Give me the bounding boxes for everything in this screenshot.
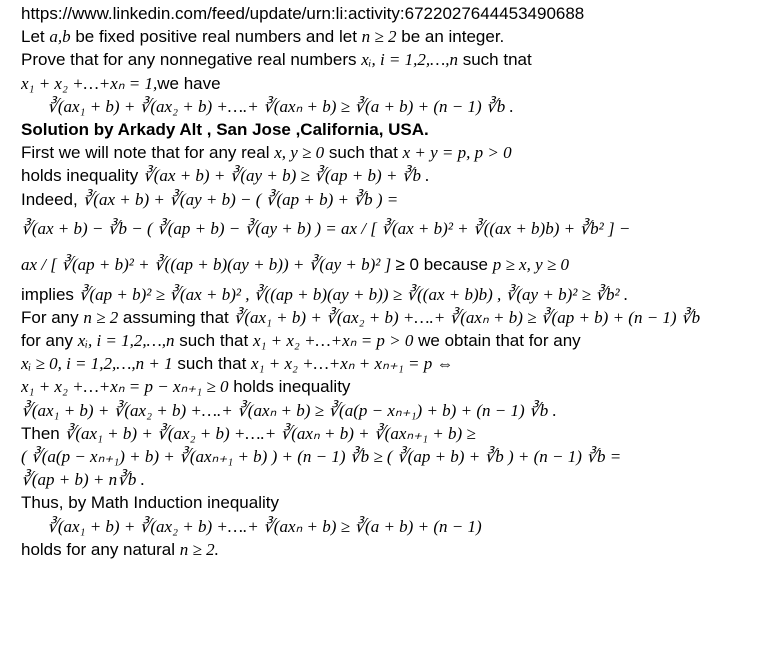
text-segment: Thus, by Math Induction inequality (21, 493, 279, 513)
text-line (21, 515, 764, 538)
text-segment: ≥ 0 because (395, 254, 493, 274)
math-segment: ∛(ax + b) + ∛(ay + b) ≥ ∛(ap + b) + ∛b . (142, 166, 430, 186)
text-line (21, 306, 764, 329)
math-segment: ax / [ ∛(ap + b)² + ∛((ap + b)(ay + b)) + ∛(ay + b)² ] (21, 254, 396, 274)
text-segment: such that (324, 143, 403, 163)
math-segment: ∛(ax₁ + b) + ∛(ax₂ + b) +….+ ∛(axₙ + b) ≥ ∛(a(p − xₙ₊₁) + b) + (n − 1) ∛b . (21, 400, 557, 420)
text-line (21, 118, 764, 141)
math-segment: ∛(ax₁ + b) + ∛(ax₂ + b) +….+ ∛(axₙ + b) ≥ ∛(a + b) + (n − 1) ∛b . (47, 96, 514, 116)
text-line (21, 48, 764, 71)
text-segment: such that (174, 331, 253, 351)
text-line (21, 445, 764, 468)
text-line (21, 491, 764, 514)
text-segment: Indeed, (21, 189, 83, 209)
text-line (21, 538, 764, 561)
text-line (21, 468, 764, 491)
math-segment: x₁ + x₂ +…+xₙ = p > 0 (252, 331, 414, 351)
text-segment: Then (21, 423, 65, 443)
math-segment: n ≥ 2. (179, 539, 219, 559)
text-line (21, 188, 764, 211)
text-segment: https://www.linkedin.com/feed/update/urn:li:activity:6722027644453490688 (21, 4, 585, 23)
text-line (21, 329, 764, 352)
text-line (21, 422, 764, 445)
text-segment: Let (21, 27, 50, 47)
text-line (21, 2, 764, 25)
math-segment: n ≥ 2 (83, 307, 119, 327)
math-segment: ∛(ax + b) − ∛b − ( ∛(ap + b) − ∛(ay + b) ) = ax / [ ∛(ax + b)² + ∛((ax + b)b) + ∛b² ] − (21, 218, 631, 238)
text-segment: we obtain that for any (413, 331, 581, 351)
math-segment: x, y ≥ 0 (274, 143, 325, 163)
math-segment: x₁ + x₂ +…+xₙ = p − xₙ₊₁ ≥ 0 (21, 377, 229, 397)
text-segment: for any (21, 331, 78, 351)
math-segment: xᵢ, i = 1,2,…,n (361, 50, 458, 70)
text-segment: such that (172, 354, 252, 374)
text-line (21, 164, 764, 187)
text-line (21, 375, 764, 398)
math-segment: n ≥ 2 (361, 27, 397, 47)
text-line (21, 211, 764, 247)
math-segment: ∛(ax₁ + b) + ∛(ax₂ + b) +….+ ∛(axₙ + b) + ∛(axₙ₊₁ + b) ≥ (64, 423, 476, 443)
math-segment: x₁ + x₂ +…+xₙ + xₙ₊₁ = p ⇔ (251, 354, 454, 374)
text-segment: holds inequality (228, 377, 351, 397)
text-segment: implies (21, 284, 79, 304)
text-line (21, 72, 764, 95)
text-line (21, 95, 764, 118)
text-line (21, 141, 764, 164)
text-line (21, 352, 764, 375)
text-segment: be fixed positive real numbers and let (70, 27, 362, 47)
math-segment: x + y = p, p > 0 (402, 143, 512, 163)
math-segment: ∛(ax₁ + b) + ∛(ax₂ + b) +….+ ∛(axₙ + b) ≥ ∛(ap + b) + (n − 1) ∛b (233, 307, 701, 327)
math-segment: xᵢ ≥ 0, i = 1,2,…,n + 1 (21, 354, 173, 374)
math-segment: ( ∛(a(p − xₙ₊₁) + b) + ∛(axₙ₊₁ + b) ) + (n − 1) ∛b ≥ ( ∛(ap + b) + ∛b ) + (n − 1) ∛b = (21, 447, 622, 466)
text-segment: assuming that (118, 307, 234, 327)
text-segment: holds for any natural (21, 539, 180, 559)
text-segment: holds inequality (21, 166, 143, 186)
math-segment: p ≥ x, y ≥ 0 (492, 254, 569, 274)
text-segment: Solution by Arkady Alt , San Jose ,California, USA. (21, 119, 429, 139)
text-segment: we have (157, 73, 221, 93)
text-segment: Prove that for any nonnegative real numbers (21, 50, 362, 70)
math-segment: x₁ + x₂ +…+xₙ = 1, (21, 73, 158, 93)
math-segment: ∛(ax₁ + b) + ∛(ax₂ + b) +….+ ∛(axₙ + b) ≥ ∛(a + b) + (n − 1) (47, 516, 482, 536)
math-segment: ∛(ax + b) + ∛(ay + b) − ( ∛(ap + b) + ∛b ) = (82, 189, 399, 209)
text-line (21, 399, 764, 422)
math-segment: a,b (49, 27, 71, 47)
text-line (21, 283, 764, 306)
text-segment: For any (21, 307, 84, 327)
math-segment: ∛(ap + b)² ≥ ∛(ax + b)² , ∛((ap + b)(ay + b)) ≥ ∛((ax + b)b) , ∛(ay + b)² ≥ ∛b² . (78, 284, 629, 304)
text-line (21, 25, 764, 48)
text-segment: such tnat (458, 50, 532, 70)
text-segment: First we will note that for any real (21, 143, 275, 163)
text-line (21, 247, 764, 283)
text-segment: be an integer. (396, 27, 505, 47)
math-segment: ∛(ap + b) + n∛b . (21, 470, 145, 490)
math-segment: xᵢ, i = 1,2,…,n (77, 331, 175, 351)
